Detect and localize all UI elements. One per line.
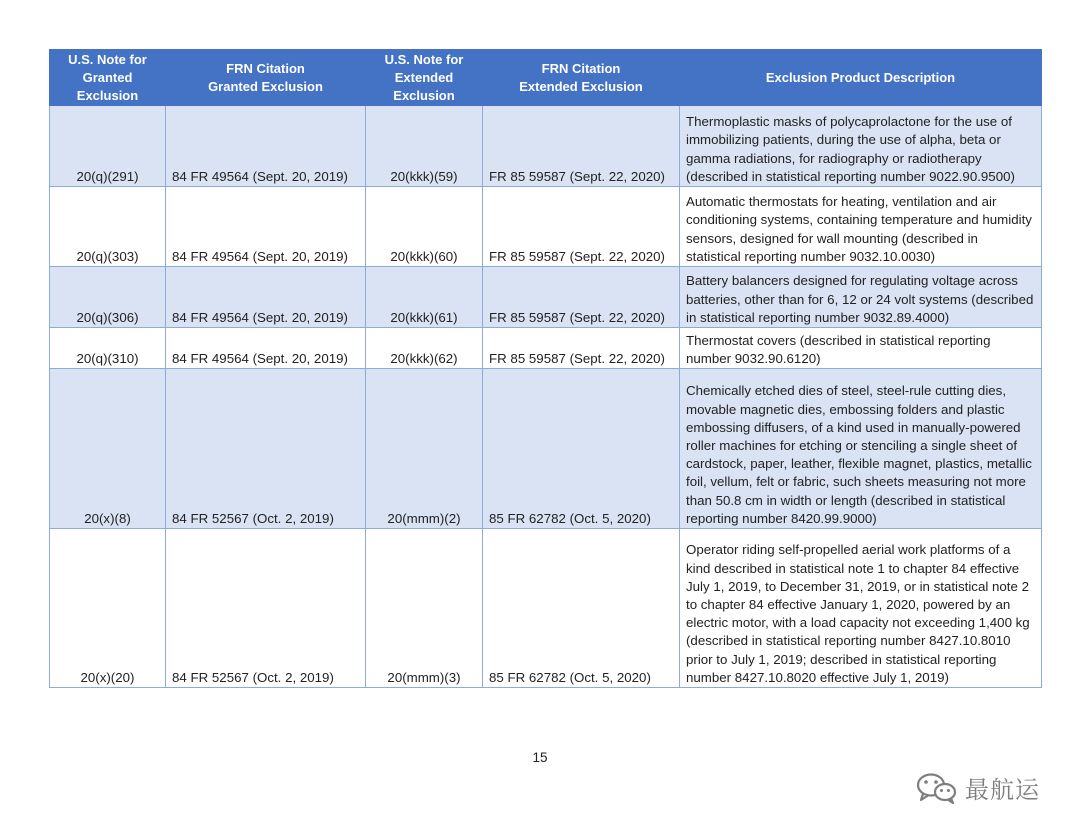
table-row (50, 106, 1042, 187)
header-extended-frn (483, 50, 680, 106)
cell-extended-note: 20(kkk)(60) (366, 187, 483, 267)
header-row (50, 50, 1042, 106)
cell-description: Chemically etched dies of steel, steel-rule cutting dies, movable magnetic dies, embossing folders and plastic embossing diffusers, of a kind used in manually-powered roller machines for etching or stenciling a single sheet of cardstock, paper, leather, flexible magnet, plastics, metallic foil, vellum, felt or fabric, such sheets measuring not more than 50.8 cm in width or length (described in statistical reporting number 8420.99.9000) (680, 369, 1042, 529)
cell-extended-frn: 85 FR 62782 (Oct. 5, 2020) (483, 529, 680, 688)
cell-extended-note: 20(kkk)(61) (366, 267, 483, 328)
cell-granted-frn: 84 FR 52567 (Oct. 2, 2019) (166, 369, 366, 529)
cell-description: Battery balancers designed for regulating voltage across batteries, other than for 6, 12 or 24 volt systems (described in statistical reporting number 9032.89.4000) (680, 267, 1042, 328)
cell-granted-note: 20(q)(303) (50, 187, 166, 267)
watermark (915, 770, 1040, 805)
cell-granted-frn: 84 FR 49564 (Sept. 20, 2019) (166, 267, 366, 328)
table-row (50, 529, 1042, 688)
exclusion-table (49, 49, 1042, 688)
header-extended-note-label: U.S. Note for Extended Exclusion (384, 51, 464, 103)
header-granted-frn (166, 50, 366, 106)
cell-description: Thermostat covers (described in statistical reporting number 9032.90.6120) (680, 328, 1042, 369)
cell-granted-note: 20(x)(8) (50, 369, 166, 529)
header-granted-frn-label: FRN Citation Granted Exclusion (208, 60, 323, 94)
header-granted-note (50, 50, 166, 106)
cell-description: Thermoplastic masks of polycaprolactone for the use of immobilizing patients, during the use of alpha, beta or gamma radiations, for radiography or radiotherapy (described in statistical reporting number 9022.90.9500) (680, 106, 1042, 187)
table-row (50, 328, 1042, 369)
wechat-icon (915, 771, 957, 805)
table-body (50, 106, 1042, 688)
cell-description: Operator riding self-propelled aerial work platforms of a kind described in statistical note 1 to chapter 84 effective July 1, 2019, to December 31, 2019, or in statistical note 2 to chapter 84 effective January 1, 2020, powered by an electric motor, with a load capacity not exceeding 1,400 kg (described in statistical reporting number 8427.10.8010 prior to July 1, 2019; described in statistical reporting number 8427.10.8020 effective July 1, 2019) (680, 529, 1042, 688)
cell-granted-frn: 84 FR 49564 (Sept. 20, 2019) (166, 106, 366, 187)
header-extended-note (366, 50, 483, 106)
cell-extended-note: 20(kkk)(62) (366, 328, 483, 369)
page-number: 15 (532, 750, 548, 765)
cell-description: Automatic thermostats for heating, ventilation and air conditioning systems, containing temperature and humidity sensors, designed for wall mounting (described in statistical reporting number 9032.10.0030) (680, 187, 1042, 267)
cell-granted-frn: 84 FR 52567 (Oct. 2, 2019) (166, 529, 366, 688)
table-row (50, 187, 1042, 267)
cell-extended-frn: FR 85 59587 (Sept. 22, 2020) (483, 328, 680, 369)
cell-extended-note: 20(mmm)(2) (366, 369, 483, 529)
cell-extended-frn: FR 85 59587 (Sept. 22, 2020) (483, 187, 680, 267)
header-extended-frn-label: FRN Citation Extended Exclusion (519, 60, 643, 94)
cell-granted-note: 20(q)(306) (50, 267, 166, 328)
cell-granted-note: 20(q)(310) (50, 328, 166, 369)
header-description (680, 50, 1042, 106)
cell-extended-note: 20(mmm)(3) (366, 529, 483, 688)
table-row (50, 267, 1042, 328)
header-description-label: Exclusion Product Description (765, 69, 956, 85)
cell-extended-frn: FR 85 59587 (Sept. 22, 2020) (483, 267, 680, 328)
cell-granted-frn: 84 FR 49564 (Sept. 20, 2019) (166, 187, 366, 267)
watermark-text: 最航运 (965, 776, 1040, 804)
cell-extended-note: 20(kkk)(59) (366, 106, 483, 187)
cell-extended-frn: 85 FR 62782 (Oct. 5, 2020) (483, 369, 680, 529)
cell-granted-note: 20(q)(291) (50, 106, 166, 187)
cell-granted-frn: 84 FR 49564 (Sept. 20, 2019) (166, 328, 366, 369)
table-row (50, 369, 1042, 529)
cell-granted-note: 20(x)(20) (50, 529, 166, 688)
cell-extended-frn: FR 85 59587 (Sept. 22, 2020) (483, 106, 680, 187)
header-granted-note-label: U.S. Note for Granted Exclusion (68, 51, 147, 103)
table-header (50, 50, 1042, 106)
